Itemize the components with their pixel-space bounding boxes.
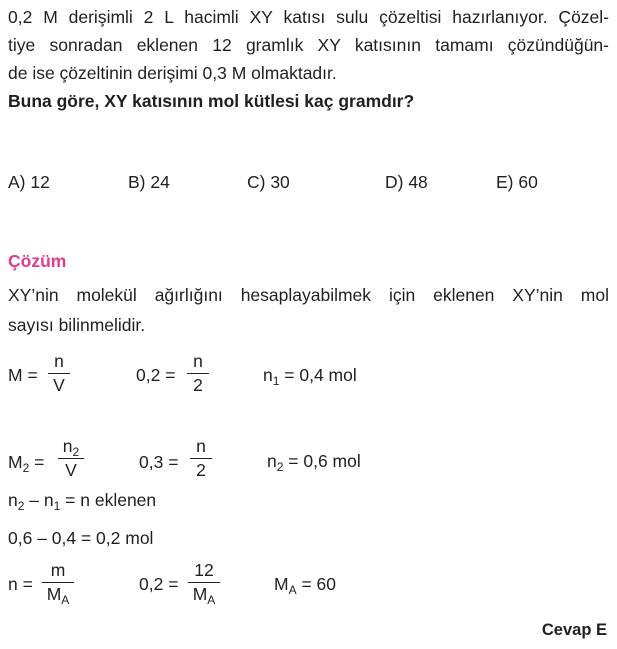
row3-eq2-numerator: 12 — [194, 560, 214, 580]
row1-eq2-lhs: 0,2 = — [136, 365, 176, 385]
option-d[interactable]: D) 48 — [385, 172, 428, 192]
row1-result-var: n — [263, 365, 273, 385]
answer-label: Cevap E — [541, 621, 607, 639]
row2-result-value: = 0,6 mol — [283, 451, 361, 471]
solution-line-2: sayısı bilinmelidir. — [8, 315, 146, 335]
fraction-bar — [188, 582, 220, 583]
row3-eq1-numerator: m — [50, 560, 66, 580]
row3-eq1-fraction — [42, 560, 74, 607]
row2-eq1-denominator: V — [65, 460, 77, 480]
row3-eq2-den-sub: A — [207, 593, 216, 607]
row1-eq1-fraction — [48, 351, 70, 395]
row1-eq1-lhs: M = — [8, 365, 38, 385]
solution-line-1: XY’nin molekül ağırlığını hesaplayabilmek için eklenen XY’nin mol — [8, 285, 609, 305]
fraction-bar — [190, 458, 212, 459]
diff-b-sub: 1 — [53, 499, 61, 513]
diff-a: n — [8, 490, 18, 510]
fraction-bar — [48, 373, 70, 374]
calculation-line: 0,6 – 0,4 = 0,2 mol — [8, 528, 154, 548]
row2-eq1-lhs-var: M — [8, 452, 23, 472]
row3-eq2-den-var: M — [192, 584, 208, 604]
difference-line — [8, 490, 156, 511]
fraction-bar — [58, 458, 84, 459]
option-b[interactable]: B) 24 — [128, 172, 170, 192]
row1-eq1-numerator: n — [54, 351, 64, 371]
row2-eq2-numerator: n — [196, 436, 206, 456]
row1-result — [263, 365, 357, 386]
diff-rest: = n eklenen — [60, 490, 157, 510]
row2-eq2-lhs: 0,3 = — [139, 452, 179, 472]
fraction-bar — [42, 582, 74, 583]
option-e[interactable]: E) 60 — [496, 172, 538, 192]
fraction-bar — [187, 373, 209, 374]
question-line-3: de ise çözeltinin derişimi 0,3 M olmaktadır. — [8, 63, 337, 83]
question-line-1: 0,2 M derişimli 2 L hacimli XY katısı sulu çözeltisi hazırlanıyor. Çözel- — [8, 7, 609, 27]
row3-eq2-denominator — [188, 584, 220, 607]
row2-eq1-fraction — [58, 436, 84, 480]
row2-result-sub: 2 — [276, 460, 284, 474]
row1-eq1-denominator: V — [53, 375, 65, 395]
row2-eq1-lhs — [8, 452, 44, 473]
row2-eq1-lhs-sub: 2 — [22, 461, 30, 475]
row1-eq2-fraction — [187, 351, 209, 395]
row3-eq2-lhs: 0,2 = — [139, 574, 179, 594]
row2-eq1-numerator — [58, 436, 84, 459]
option-a[interactable]: A) 12 — [8, 172, 50, 192]
question-line-2: tiye sonradan eklenen 12 gramlık XY katısının tamamı çözündüğün- — [8, 35, 609, 55]
row1-eq2-numerator: n — [193, 351, 203, 371]
row3-result-value: = 60 — [296, 574, 337, 594]
row3-result — [274, 574, 336, 595]
row3-eq1-den-sub: A — [61, 593, 70, 607]
row3-eq2-fraction — [188, 560, 220, 607]
row3-eq1-lhs: n = — [8, 574, 33, 594]
row3-eq1-den-var: M — [46, 584, 62, 604]
row2-eq1-num-var: n — [62, 436, 73, 456]
row2-eq1-num-sub: 2 — [72, 445, 80, 459]
row3-result-sub: A — [288, 583, 297, 597]
row2-result-var: n — [267, 451, 277, 471]
row2-eq2-fraction — [190, 436, 212, 480]
row2-eq2-denominator: 2 — [196, 460, 206, 480]
diff-mid: – n — [24, 490, 54, 510]
row1-result-value: = 0,4 mol — [279, 365, 357, 385]
row2-result — [267, 451, 361, 472]
row2-eq1-lhs-eq: = — [29, 452, 45, 472]
row1-eq2-denominator: 2 — [193, 375, 203, 395]
row3-result-var: M — [274, 574, 289, 594]
solution-title: Çözüm — [8, 251, 67, 271]
option-c[interactable]: C) 30 — [247, 172, 290, 192]
question-prompt: Buna göre, XY katısının mol kütlesi kaç gramdır? — [8, 91, 415, 111]
diff-a-sub: 2 — [17, 499, 25, 513]
row3-eq1-denominator — [42, 584, 74, 607]
row1-result-sub: 1 — [272, 374, 280, 388]
